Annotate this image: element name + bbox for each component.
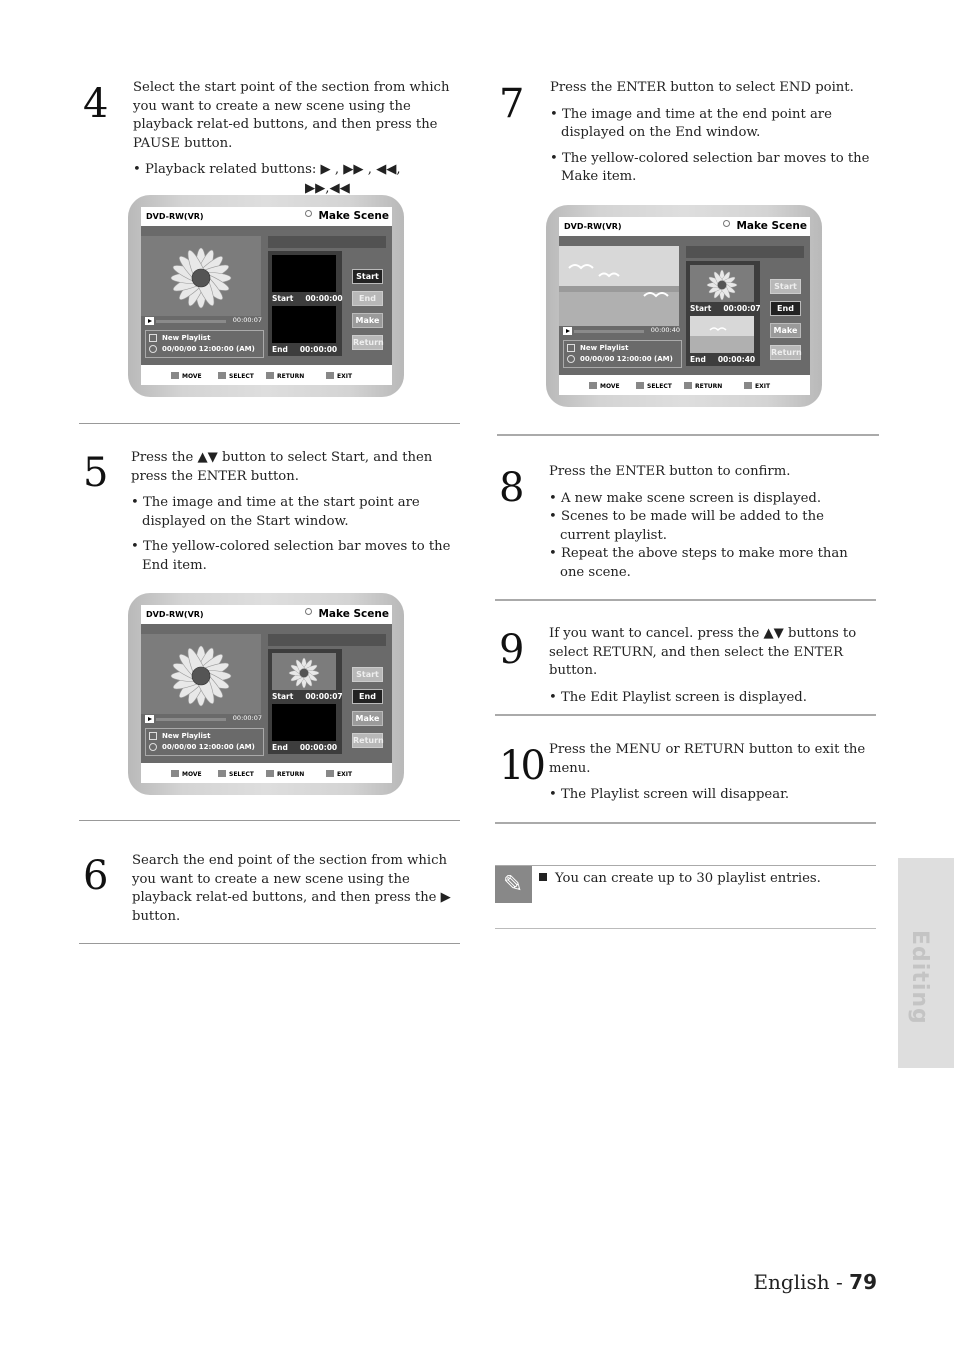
osd-footer: [141, 763, 392, 783]
note-top-rule: [495, 865, 876, 866]
step-5-bullet-2: • The yellow-colored selection bar moves to the End item.: [131, 539, 451, 573]
end-label: End: [690, 355, 706, 364]
make-button[interactable]: Make: [352, 313, 383, 328]
step-number-5: 5: [83, 450, 109, 496]
start-end-window: [268, 251, 342, 356]
progress-bar: [574, 330, 644, 333]
make-scene-osd: [559, 217, 810, 395]
divider: [495, 822, 876, 824]
divider: [497, 434, 879, 436]
step-7-bullet-2: • The yellow-colored selection bar moves to the Make item.: [550, 150, 870, 184]
step-5-bullet-1: • The image and time at the start point are displayed on the Start window.: [131, 495, 420, 529]
playback-time: 00:00:07: [232, 316, 262, 324]
start-pane: [272, 255, 336, 292]
start-label: Start: [272, 692, 294, 701]
step-number-6: 6: [83, 853, 109, 899]
step-8: [549, 463, 871, 582]
return-icon: [684, 382, 692, 389]
step-4-text: Select the start point of the section from which you want to create a new scene using the playback relat-ed buttons, and then press the PAUSE button.: [133, 80, 450, 151]
progress-bar: [156, 718, 226, 721]
play-icon: [145, 715, 154, 723]
osd-title: Make Scene: [736, 220, 807, 232]
ring-icon: [723, 220, 730, 227]
start-label: Start: [272, 294, 294, 303]
tv-screen-1: [128, 195, 404, 397]
clock-icon: [567, 355, 575, 363]
step-4-bullet-cont: ▶▶,◀◀: [305, 180, 350, 196]
step-10-bullet-1: • The Playlist screen will disappear.: [549, 787, 790, 802]
return-icon: [266, 372, 274, 379]
playlist-name: New Playlist: [580, 344, 629, 352]
step-6-text: Search the end point of the section from which you want to create a new scene using the playback relat-ed buttons, and then press the ▶ button.: [132, 853, 451, 924]
step-7-bullet-1: • The image and time at the end point are displayed on the End window.: [550, 106, 832, 140]
step-7-text: Press the ENTER button to select END point.: [550, 80, 854, 95]
birds-image: [559, 246, 679, 326]
move-label: MOVE: [182, 771, 202, 778]
select-label: SELECT: [229, 771, 254, 778]
title-band: [686, 246, 804, 258]
select-icon: [218, 372, 226, 379]
move-label: MOVE: [600, 383, 620, 390]
start-button[interactable]: Start: [352, 667, 383, 682]
return-label: RETURN: [277, 771, 305, 778]
page-footer: [753, 1270, 877, 1294]
step-number-4: 4: [83, 81, 109, 127]
step-6: [132, 852, 459, 926]
step-9: [549, 625, 873, 707]
end-pane: [690, 316, 754, 353]
return-button[interactable]: Return: [352, 335, 383, 350]
divider: [79, 943, 460, 944]
osd-title: Make Scene: [318, 608, 389, 620]
step-5: [131, 449, 459, 575]
step-9-bullet-1: • The Edit Playlist screen is displayed.: [549, 689, 807, 705]
end-label: End: [272, 345, 288, 354]
step-8-bullet-2: • Scenes to be made will be added to the current playlist.: [549, 509, 824, 543]
playlist-date: 00/00/00 12:00:00 (AM): [162, 345, 255, 353]
playback-time: 00:00:07: [232, 714, 262, 722]
divider: [495, 599, 876, 601]
tv-screen-3: [546, 205, 822, 407]
birds-thumbnail: [559, 246, 679, 326]
note-bottom-rule: [495, 928, 876, 929]
osd-footer: [559, 375, 810, 395]
exit-icon: [326, 770, 334, 777]
start-button[interactable]: Start: [770, 279, 801, 294]
note-text: You can create up to 30 playlist entries.: [555, 871, 821, 886]
start-time: 00:00:07: [305, 692, 343, 701]
end-time: 00:00:00: [299, 743, 338, 752]
step-8-bullet-3: • Repeat the above steps to make more than one scene.: [549, 546, 848, 580]
note: [539, 870, 821, 888]
disc-type: DVD-RW(VR): [146, 212, 204, 221]
birds-image-small: [690, 316, 754, 353]
divider: [495, 714, 876, 716]
tv-screen-2: [128, 593, 404, 795]
step-4-bullet: • Playback related buttons: ▶ , ▶▶ , ◀◀,: [133, 162, 401, 177]
ring-icon: [305, 210, 312, 217]
step-4: [133, 79, 459, 198]
playlist-icon: [567, 344, 575, 352]
exit-icon: [326, 372, 334, 379]
start-time: 00:00:00: [305, 294, 343, 303]
playlist-date: 00/00/00 12:00:00 (AM): [580, 355, 673, 363]
playlist-name: New Playlist: [162, 334, 211, 342]
flower-thumbnail: [141, 236, 261, 316]
end-button[interactable]: End: [352, 291, 383, 306]
step-8-bullet-1: • A new make scene screen is displayed.: [549, 490, 822, 506]
select-label: SELECT: [647, 383, 672, 390]
clock-icon: [149, 743, 157, 751]
playlist-icon: [149, 334, 157, 342]
footer-language: English -: [753, 1270, 850, 1294]
playback-time: 00:00:40: [650, 326, 680, 334]
step-number-9: 9: [499, 627, 525, 673]
osd-title: Make Scene: [318, 210, 389, 222]
end-pane: [272, 704, 336, 741]
return-button[interactable]: Return: [352, 733, 383, 748]
playlist-info: [563, 340, 682, 368]
return-button[interactable]: Return: [770, 345, 801, 360]
step-number-7: 7: [499, 81, 525, 127]
flower-image: [141, 236, 261, 316]
playlist-info: [145, 330, 264, 358]
disc-type: DVD-RW(VR): [564, 222, 622, 231]
pencil-icon: ✎: [495, 866, 532, 903]
exit-label: EXIT: [337, 771, 353, 778]
move-icon: [171, 770, 179, 777]
flower-image-small: [690, 265, 754, 302]
playlist-date: 00/00/00 12:00:00 (AM): [162, 743, 255, 751]
start-pane: [690, 265, 754, 302]
start-end-window: [268, 649, 342, 754]
progress-bar: [156, 320, 226, 323]
step-number-10: 10: [499, 743, 542, 789]
flower-image-small: [272, 653, 336, 690]
play-icon: [563, 327, 572, 335]
playlist-icon: [149, 732, 157, 740]
start-label: Start: [690, 304, 712, 313]
step-8-text: Press the ENTER button to confirm.: [549, 464, 791, 479]
end-button[interactable]: End: [770, 301, 801, 316]
end-pane: [272, 306, 336, 343]
step-9-text: If you want to cancel. press the ▲▼ buttons to select RETURN, and then select the ENTER button.: [549, 626, 857, 678]
start-pane: [272, 653, 336, 690]
page-number: 79: [849, 1270, 877, 1294]
clock-icon: [149, 345, 157, 353]
move-icon: [589, 382, 597, 389]
make-button[interactable]: Make: [770, 323, 801, 338]
flower-image: [141, 634, 261, 714]
divider: [79, 820, 460, 821]
start-end-window: [686, 261, 760, 366]
playlist-info: [145, 728, 264, 756]
move-label: MOVE: [182, 373, 202, 380]
make-scene-osd: [141, 207, 392, 385]
playlist-name: New Playlist: [162, 732, 211, 740]
step-7: [550, 79, 870, 187]
square-bullet-icon: [539, 873, 547, 881]
return-icon: [266, 770, 274, 777]
step-5-text: Press the ▲▼ button to select Start, and then press the ENTER button.: [131, 450, 433, 484]
play-icon: [145, 317, 154, 325]
end-label: End: [272, 743, 288, 752]
step-10: [549, 741, 871, 805]
exit-icon: [744, 382, 752, 389]
select-icon: [218, 770, 226, 777]
flower-thumbnail: [141, 634, 261, 714]
side-tab-label: Editing: [907, 930, 932, 1025]
ring-icon: [305, 608, 312, 615]
select-label: SELECT: [229, 373, 254, 380]
disc-type: DVD-RW(VR): [146, 610, 204, 619]
return-label: RETURN: [277, 373, 305, 380]
title-band: [268, 634, 386, 646]
select-icon: [636, 382, 644, 389]
make-scene-osd: [141, 605, 392, 783]
osd-footer: [141, 365, 392, 385]
return-label: RETURN: [695, 383, 723, 390]
editing-side-tab: [898, 858, 954, 1068]
end-time: 00:00:40: [717, 355, 756, 364]
end-button[interactable]: End: [352, 689, 383, 704]
step-number-8: 8: [499, 465, 525, 511]
title-band: [268, 236, 386, 248]
end-time: 00:00:00: [299, 345, 338, 354]
start-button[interactable]: Start: [352, 269, 383, 284]
exit-label: EXIT: [755, 383, 771, 390]
make-button[interactable]: Make: [352, 711, 383, 726]
divider: [79, 423, 460, 424]
step-10-text: Press the MENU or RETURN button to exit the menu.: [549, 742, 866, 776]
start-time: 00:00:07: [723, 304, 761, 313]
exit-label: EXIT: [337, 373, 353, 380]
move-icon: [171, 372, 179, 379]
